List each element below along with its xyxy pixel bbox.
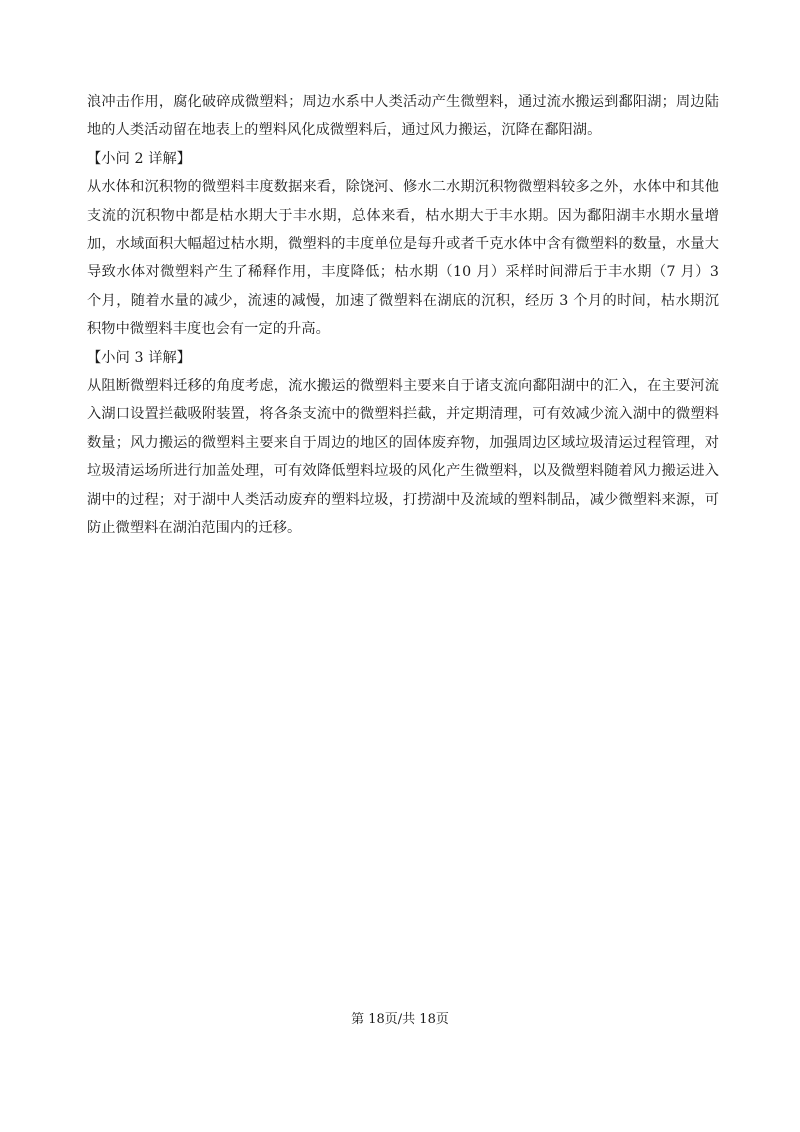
paragraph-intro: 浪冲击作用，腐化破碎成微塑料；周边水系中人类活动产生微塑料，通过流水搬运到鄱阳湖；周边陆地的人类活动留在地表上的塑料风化成微塑料后，通过风力搬运，沉降在鄱阳湖。 <box>87 94 719 139</box>
paragraph-question-3: 从阻断微塑料迁移的角度考虑，流水搬运的微塑料主要来自于诸支流向鄱阳湖中的汇入，在主要河流入湖口设置拦截吸附装置，将各条支流中的微塑料拦截，并定期清理，可有效减少流入湖中的微塑料数量；风力搬运的微塑料主要来自于周边的地区的固体废弃物，加强周边区域垃圾清运过程管理，对垃圾清运场所进行加盖处理，可有效降低塑料垃圾的风化产生微塑料，以及微塑料随着风力搬运进入湖中的过程；对于湖中人类活动废弃的塑料垃圾，打捞湖中及流域的塑料制品，减少微塑料来源，可防止微塑料在湖泊范围内的迁移。 <box>87 378 719 537</box>
heading-question-3: 【小问 3 详解】 <box>87 349 192 366</box>
document-body <box>87 88 719 543</box>
page-number-footer: 第 18页/共 18页 <box>351 1012 449 1027</box>
paragraph-question-2: 从水体和沉积物的微塑料丰度数据来看，除饶河、修水二水期沉积物微塑料较多之外，水体中和其他支流的沉积物中都是枯水期大于丰水期，总体来看，枯水期大于丰水期。因为鄱阳湖丰水期水量增加，水域面积大幅超过枯水期，微塑料的丰度单位是每升或者千克水体中含有微塑料的数量，水量大导致水体对微塑料产生了稀释作用，丰度降低；枯水期（10 月）采样时间滞后于丰水期（7 月）3 个月，随着水量的减少，流速的减慢，加速了微塑料在湖底的沉积，经历 3 个月的时间，枯水期沉积物中微塑料丰度也会有一定的升高。 <box>87 179 719 338</box>
heading-question-2: 【小问 2 详解】 <box>87 150 192 167</box>
